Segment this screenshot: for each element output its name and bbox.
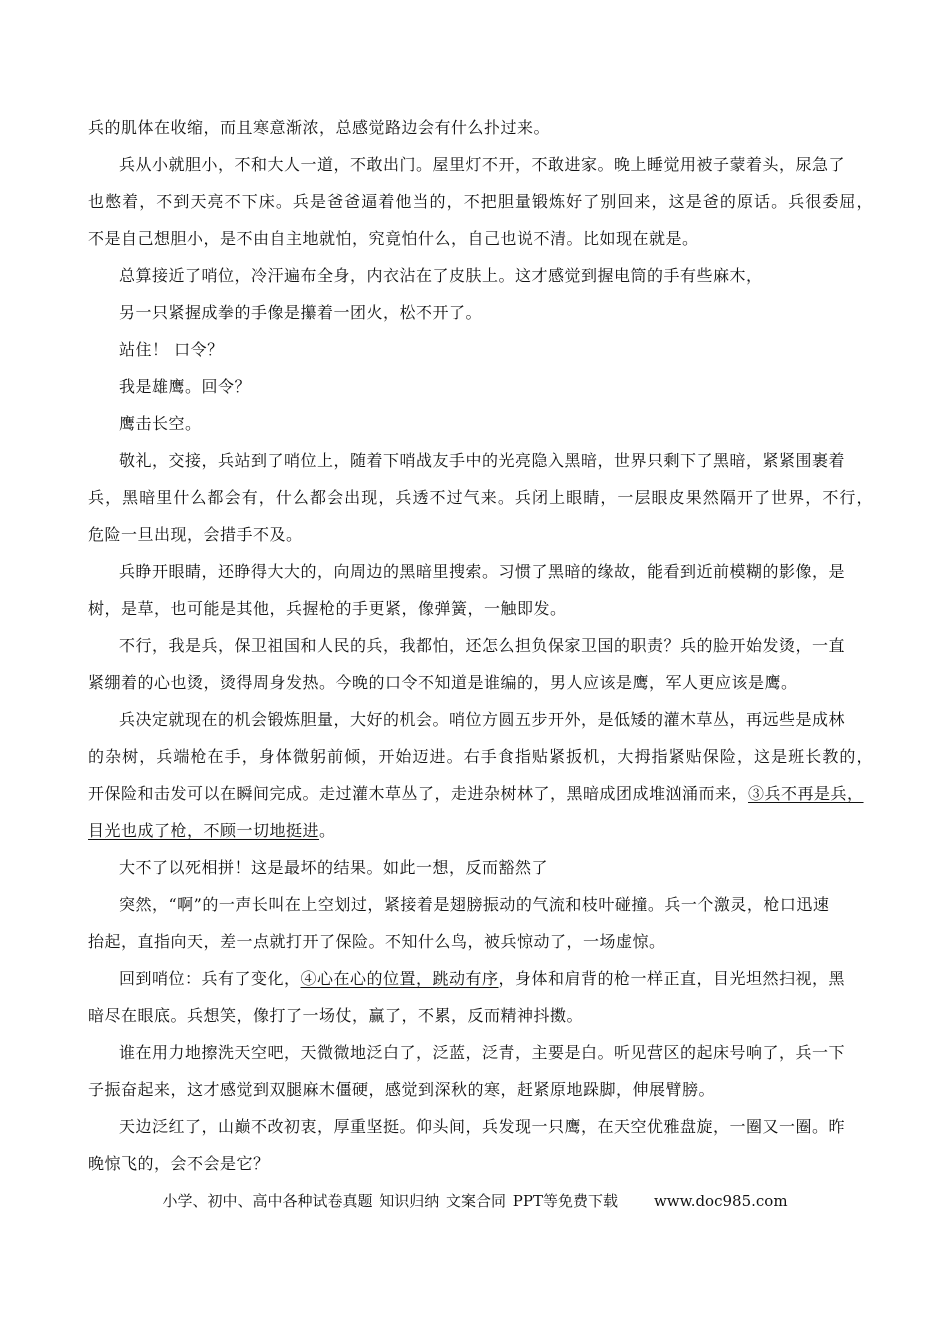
text-line: 兵的肌体在收缩，而且寒意渐浓，总感觉路边会有什么扑过来。 — [88, 118, 551, 137]
text-line: 大不了以死相拼！这是最坏的结果。如此一想，反而豁然了 — [119, 858, 549, 877]
text-line: 兵决定就现在的机会锻炼胆量，大好的机会。哨位方圆五步开外，是低矮的灌木草丛，再远些是成林 — [119, 710, 846, 729]
text-line: 不行，我是兵，保卫祖国和人民的兵，我都怕，还怎么担负保家卫国的职责？兵的脸开始发烫，一直 — [119, 636, 846, 655]
text-line: 另一只紧握成拳的手像是攥着一团火，松不开了。 — [119, 303, 483, 322]
text-line: 子振奋起来，这才感觉到双腿麻木僵硬，感觉到深秋的寒，赶紧原地跺脚，伸展臂膀。 — [88, 1080, 716, 1099]
text-line: 总算接近了哨位，冷汗遍布全身，内衣沾在了皮肤上。这才感觉到握电筒的手有些麻木， — [119, 266, 763, 285]
footer-url[interactable]: www.doc985.com — [653, 1192, 788, 1210]
text-line: 谁在用力地擦洗天空吧，天微微地泛白了，泛蓝，泛青，主要是白。听见营区的起床号响了，兵一下 — [119, 1043, 846, 1062]
text-line: 暗尽在眼底。兵想笑，像打了一场仗，赢了，不累，反而精神抖擞。 — [88, 1006, 584, 1025]
underlined-sentence-3: ③兵不再是兵， — [748, 784, 864, 803]
text-line: 鹰击长空。 — [119, 414, 202, 433]
text-line: 天边泛红了，山巅不改初衷，厚重坚挺。仰头间，兵发现一只鹰，在天空优雅盘旋，一圈又一圈。昨 — [119, 1117, 846, 1136]
text-line: 站住！ 口令？ — [119, 340, 224, 359]
underlined-sentence-4: ④心在心的位置，跳动有序 — [300, 969, 499, 988]
text-line: 的杂树，兵端枪在手，身体微躬前倾，开始迈进。右手食指贴紧扳机，大拇指紧贴保险，这是班长教的， — [88, 747, 873, 766]
text-line: 兵睁开眼睛，还睁得大大的，向周边的黑暗里搜索。习惯了黑暗的缘故，能看到近前模糊的影像，是 — [119, 562, 846, 581]
story-text — [88, 109, 873, 1182]
text-segment: 开保险和击发可以在瞬间完成。走过灌木草丛了，走进杂树林了，黑暗成团成堆汹涌而来， — [88, 784, 749, 803]
text-line: 也憋着，不到天亮不下床。兵是爸爸逼着他当的，不把胆量锻炼好了别回来，这是爸的原话。兵很委屈， — [88, 192, 873, 211]
text-line: 突然，“啊”的一声长叫在上空划过，紧接着是翅膀振动的气流和枝叶碰撞。兵一个激灵，枪口迅速 — [119, 895, 830, 914]
text-segment: 。 — [319, 821, 336, 840]
page-footer — [0, 1190, 950, 1212]
underlined-sentence-3-cont: 目光也成了枪，不顾一切地挺进 — [88, 821, 320, 840]
text-segment: ，身体和肩背的枪一样正直，目光坦然扫视，黑 — [498, 969, 846, 988]
text-line: 树，是草，也可能是其他，兵握枪的手更紧，像弹簧，一触即发。 — [88, 599, 567, 618]
text-line: 兵从小就胆小，不和大人一道，不敢出门。屋里灯不开，不敢进家。晚上睡觉用被子蒙着头，尿急了 — [119, 155, 846, 174]
footer-text: 小学、初中、高中各种试卷真题 知识归纳 文案合同 PPT等免费下载 — [162, 1192, 618, 1210]
text-line: 不是自己想胆小，是不由自主地就怕，究竟怕什么，自己也说不清。比如现在就是。 — [88, 229, 699, 248]
text-line — [88, 812, 873, 849]
text-line: 晚惊飞的，会不会是它？ — [88, 1154, 270, 1173]
text-line: 危险一旦出现，会措手不及。 — [88, 525, 303, 544]
text-line — [88, 775, 873, 812]
text-line — [88, 960, 873, 997]
text-line: 我是雄鹰。回令？ — [119, 377, 252, 396]
text-segment: 回到哨位：兵有了变化， — [119, 969, 301, 988]
text-line: 兵，黑暗里什么都会有，什么都会出现，兵透不过气来。兵闭上眼睛，一层眼皮果然隔开了世界，不行， — [88, 488, 873, 507]
text-line: 紧绷着的心也烫，烫得周身发热。今晚的口令不知道是谁编的，男人应该是鹰，军人更应该是鹰。 — [88, 673, 798, 692]
text-line: 抬起，直指向天，差一点就打开了保险。不知什么鸟，被兵惊动了，一场虚惊。 — [88, 932, 666, 951]
text-line: 敬礼，交接，兵站到了哨位上，随着下哨战友手中的光亮隐入黑暗，世界只剩下了黑暗，紧紧围裹着 — [119, 451, 846, 470]
